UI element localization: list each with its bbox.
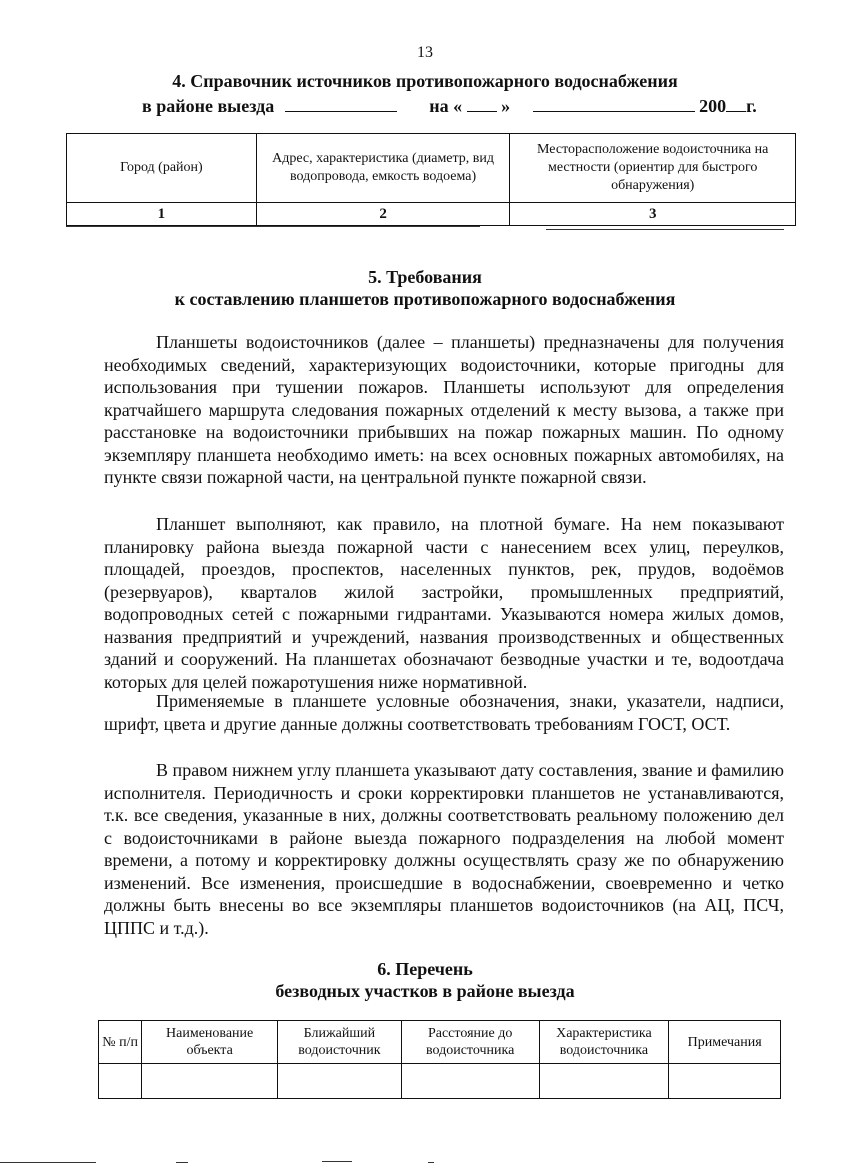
table-cell — [278, 1064, 402, 1099]
scan-line — [176, 1162, 188, 1163]
year-blank — [726, 95, 746, 112]
water-sources-table — [66, 133, 796, 226]
section4-year-suffix: г. — [746, 96, 757, 116]
col-header-city: Город (район) — [67, 134, 257, 203]
page-number: 13 — [417, 44, 433, 61]
table-header-row — [99, 1021, 781, 1064]
col-header-address: Адрес, характеристика (диаметр, вид водопровода, емкость водоема) — [256, 134, 510, 203]
col-number-1: 1 — [67, 203, 257, 226]
table-header-row — [67, 134, 796, 203]
paragraph — [104, 690, 784, 735]
month-blank — [533, 95, 695, 112]
section6-subtitle: безводных участков в районе выезда — [275, 981, 575, 1001]
waterless-areas-table — [98, 1020, 781, 1099]
table-cell — [669, 1064, 781, 1099]
col-header-object-name: Наименование объекта — [142, 1021, 278, 1064]
scan-line — [0, 1162, 96, 1163]
table-cell — [99, 1064, 142, 1099]
paragraph-text: Планшет выполняют, как правило, на плотной бумаге. На нем показывают планировку района выезда пожарной части с нанесением всех улиц, переулков, площадей, проездов, проспектов, населенных пунктов, рек, прудов, водоёмов (резервуаров), кварталов жилой застройки, промышленных предприятий, водопроводных сетей с пожарными гидрантами. Указываются номера жилых домов, названия предприятий и учреждений, названия производственных и общественных зданий и сооружений. На планшетах обозначают безводные участки и те, водоотдача которых для целей пожаротушения ниже нормативной. — [104, 514, 784, 692]
table-cell — [142, 1064, 278, 1099]
scan-line — [322, 1161, 352, 1162]
col-header-location: Месторасположение водоисточника на местности (ориентир для быстрого обнаружения) — [510, 134, 796, 203]
col-number-3: 3 — [510, 203, 796, 226]
table-cell — [539, 1064, 669, 1099]
section4-subtitle-line — [142, 95, 757, 117]
section5-title: 5. Требования — [368, 267, 482, 287]
scan-line — [66, 226, 480, 227]
section4-district-label: в районе выезда — [142, 96, 275, 116]
col-header-distance: Расстояние до водоисточника — [401, 1021, 539, 1064]
section6-title: 6. Перечень — [377, 959, 473, 979]
section4-date-open: на « — [429, 96, 463, 116]
paragraph-text: Планшеты водоисточников (далее – планшеты) предназначены для получения необходимых сведений, характеризующих водоисточники, которые пригодны для использования при тушении пожаров. Планшеты используют для определения кратчайшего маршрута следования пожарных отделений к месту вызова, а также при расстановке на водоисточники прибывших на пожар пожарных машин. По одному экземпляру планшета необходимо иметь: на всех основных пожарных автомобилях, на пункте связи пожарной части, на центральной пункте пожарной связи. — [104, 332, 784, 487]
col-number-2: 2 — [256, 203, 510, 226]
col-header-source-characteristics: Характеристика водоисточника — [539, 1021, 669, 1064]
paragraph — [104, 513, 784, 693]
col-header-notes: Примечания — [669, 1021, 781, 1064]
scan-line — [546, 229, 784, 230]
table-row — [99, 1064, 781, 1099]
table-number-row — [67, 203, 796, 226]
section4-title: 4. Справочник источников противопожарного водоснабжения — [172, 71, 678, 91]
section4-date-close: » — [501, 96, 511, 116]
day-blank — [467, 95, 497, 112]
paragraph-text: Применяемые в планшете условные обозначения, знаки, указатели, надписи, шрифт, цвета и другие данные должны соответствовать требованиям ГОСТ, ОСТ. — [104, 691, 784, 734]
paragraph-text: В правом нижнем углу планшета указывают дату составления, звание и фамилию исполнителя. Периодичность и сроки корректировки планшетов не устанавливаются, т.к. все сведения, указанные в них, должны соответствовать реальному положению дел с водоисточниками в районе выезда пожарного подразделения на любой момент времени, а потому и корректировку должны осуществлять сразу же по обнаружению изменений. Все изменения, происшедшие в водоснабжении, своевременно и четко должны быть внесены во все экземпляры планшетов водоисточников (на АЦ, ПСЧ, ЦППС и т.д.). — [104, 760, 784, 938]
table-cell — [401, 1064, 539, 1099]
district-blank — [285, 95, 397, 112]
col-header-nearest-source: Ближайший водоисточник — [278, 1021, 402, 1064]
scan-line — [428, 1162, 434, 1163]
paragraph — [104, 759, 784, 939]
paragraph — [104, 331, 784, 489]
col-header-number: № п/п — [99, 1021, 142, 1064]
section4-year: 200 — [699, 96, 727, 116]
section5-subtitle: к составлению планшетов противопожарного водоснабжения — [174, 289, 676, 309]
